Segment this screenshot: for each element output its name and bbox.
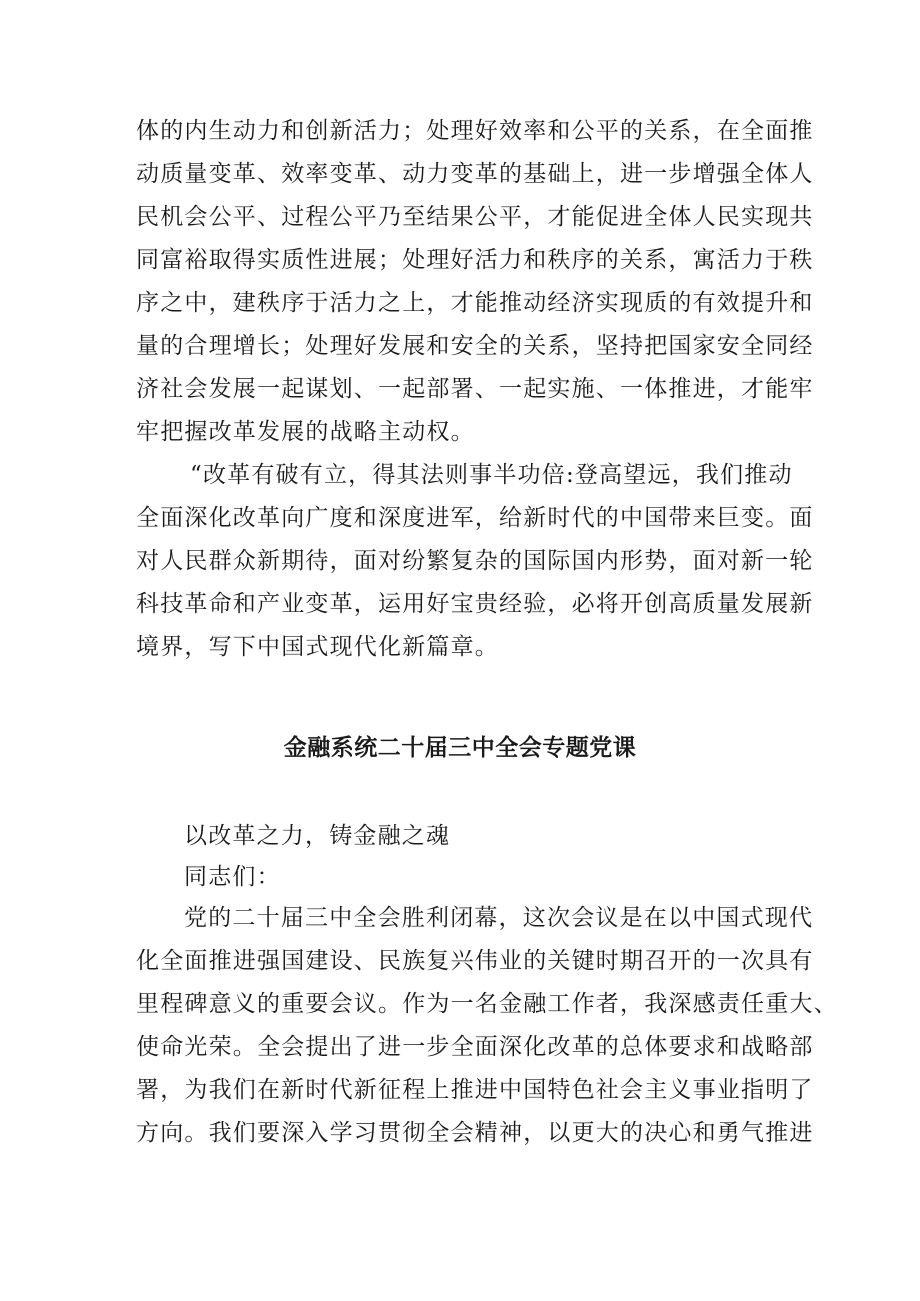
subtitle-line: 以改革之力，铸金融之魂	[184, 823, 451, 849]
paragraph-line: 牢把握改革发展的战略主动权。	[136, 419, 475, 445]
paragraph-line: 署，为我们在新时代新征程上推进中国特色社会主义事业指明了	[136, 1077, 814, 1103]
paragraph-line: 里程碑意义的重要会议。作为一名金融工作者，我深感责任重大、	[136, 991, 838, 1017]
paragraph-line: 党的二十届三中全会胜利闭幕，这次会议是在以中国式现代	[184, 905, 814, 931]
paragraph-line: 量的合理增长；处理好发展和安全的关系，坚持把国家安全同经	[136, 333, 814, 359]
paragraph-line: 境界，写下中国式现代化新篇章。	[136, 634, 499, 660]
paragraph-line: 序之中，建秩序于活力之上，才能推动经济实现质的有效提升和	[136, 290, 814, 316]
paragraph-line: 动质量变革、效率变革、动力变革的基础上，进一步增强全体人	[136, 161, 814, 187]
paragraph-line: 民机会公平、过程公平乃至结果公平，才能促进全体人民实现共	[136, 204, 814, 230]
paragraph-line: 化全面推进强国建设、民族复兴伟业的关键时期召开的一次具有	[136, 948, 814, 974]
paragraph-line: 对人民群众新期待，面对纷繁复杂的国际国内形势，面对新一轮	[136, 548, 814, 574]
paragraph-line: 方向。我们要深入学习贯彻全会精神，以更大的决心和勇气推进	[136, 1120, 814, 1146]
paragraph-line: 济社会发展一起谋划、一起部署、一起实施、一体推进，才能牢	[136, 376, 814, 402]
paragraph-line: 全面深化改革向广度和深度进军，给新时代的中国带来巨变。面	[136, 505, 814, 531]
paragraph-line: 同富裕取得实质性进展；处理好活力和秩序的关系，寓活力于秩	[136, 247, 814, 273]
paragraph-line: 体的内生动力和创新活力；处理好效率和公平的关系，在全面推	[136, 118, 814, 144]
section-heading: 金融系统二十届三中全会专题党课	[283, 735, 637, 761]
salutation-line: 同志们：	[184, 864, 281, 890]
paragraph-line: 使命光荣。全会提出了进一步全面深化改革的总体要求和战略部	[136, 1034, 814, 1060]
paragraph-line: 科技革命和产业变革，运用好宝贵经验，必将开创高质量发展新	[136, 591, 814, 617]
paragraph-line: “改革有破有立，得其法则事半功倍:登高望远，我们推动	[190, 462, 793, 488]
